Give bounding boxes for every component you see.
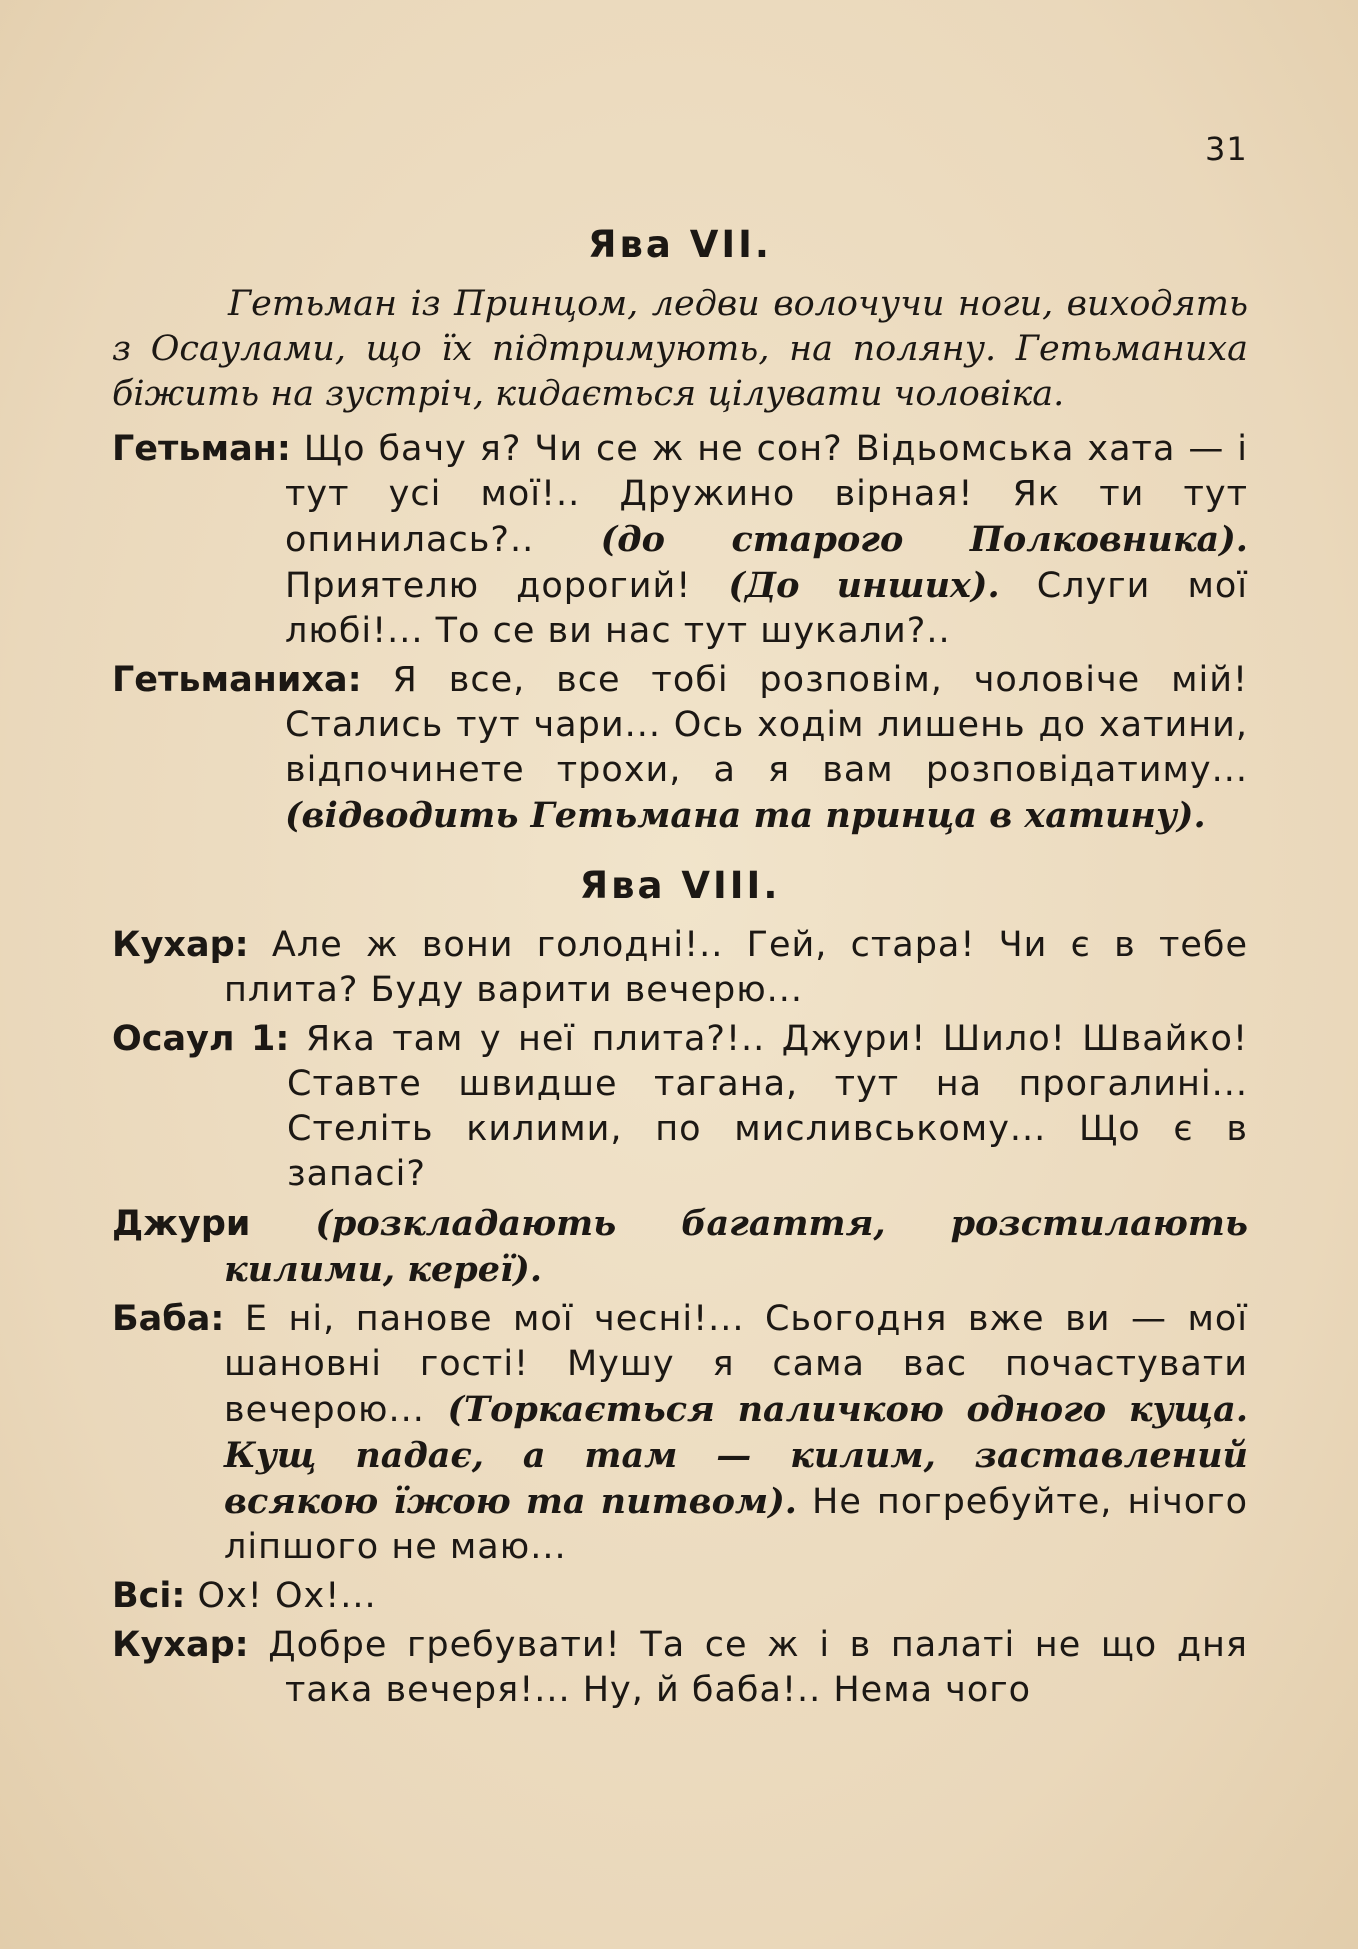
speech-text: Яка там у неї плита?!.. Джури! Шило! Швайко! Ставте швидше тагана, тут на прогалині... Стеліть килими, по мисливському... Що є в запасі? bbox=[287, 1019, 1248, 1194]
speaker-name: Гетьман: bbox=[112, 429, 291, 469]
scene-heading-8: Ява VIII. bbox=[579, 864, 781, 907]
speech-text: Але ж вони голодні!.. Гей, стара! Чи є в тебе плита? Буду варити вечерю... bbox=[224, 925, 1248, 1010]
inline-direction: (розкладають багаття, розстилають килими, кереї). bbox=[224, 1203, 1248, 1290]
speaker-name: Кухар: bbox=[112, 925, 249, 965]
speaker-name: Баба: bbox=[112, 1299, 225, 1339]
speech-osaul bbox=[112, 1017, 1248, 1197]
speech-text: Приятелю дорогий! bbox=[285, 566, 729, 606]
page-content bbox=[112, 220, 1248, 1717]
scene-heading-7: Ява VII. bbox=[588, 223, 772, 266]
inline-direction: (До инших). bbox=[728, 565, 1000, 606]
speech-hetmanykha bbox=[112, 658, 1248, 839]
stage-direction: Гетьман із Принцом, ледви волочучи ноги, виходять з Осаулами, що їх підтримують, на поляну. Гетьманиха біжить на зустріч, кидається цілувати чоловіка. bbox=[112, 284, 1248, 414]
speech-text: Не погребуйте, нічого ліпшого не маю... bbox=[224, 1482, 1248, 1567]
speech-dzhury bbox=[112, 1201, 1248, 1293]
speaker-name: Кухар: bbox=[112, 1625, 249, 1665]
speaker-name: Осаул 1: bbox=[112, 1019, 290, 1059]
speech-text: Я все, все тобі розповім, чоловіче мій! Стались тут чари... Ось ходім лишень до хатини, відпочинете трохи, а я вам розповідатиму... bbox=[285, 660, 1248, 790]
inline-direction: (відводить Гетьмана та принца в хатину). bbox=[285, 795, 1206, 836]
speech-kukhar-2 bbox=[112, 1623, 1248, 1713]
speech-kukhar bbox=[112, 923, 1248, 1013]
page-number: 31 bbox=[1205, 130, 1248, 168]
speaker-name: Всі: bbox=[112, 1576, 186, 1616]
inline-direction: (до старого Полковника). bbox=[600, 519, 1248, 560]
speaker-name: Гетьманиха: bbox=[112, 660, 362, 700]
inline-direction: (Торкається паличкою одного куща. Кущ падає, а там — килим, заставлений всякою їжою та питвом). bbox=[224, 1389, 1248, 1522]
speech-text: Що бачу я? Чи се ж не сон? Відьомська хата — і тут усі мої!.. Дружино вірная! Як ти тут опинилась?.. bbox=[285, 429, 1248, 560]
speech-vsi bbox=[112, 1574, 1248, 1619]
speech-hetman bbox=[112, 427, 1248, 654]
speech-text: Добре гребувати! Та се ж і в палаті не що дня така вечеря!... Ну, й баба!.. Нема чого bbox=[248, 1625, 1248, 1710]
speech-baba bbox=[112, 1297, 1248, 1570]
speech-text: Слуги мої любі!... То се ви нас тут шукали?.. bbox=[285, 566, 1249, 651]
speaker-name: Джури bbox=[112, 1204, 251, 1244]
speech-text: Ох! Ох!... bbox=[185, 1576, 377, 1616]
speech-text: Е ні, панове мої чесні!... Сьогодня вже ви — мої шановні гості! Мушу я сама вас почастувати вечерою... bbox=[224, 1299, 1248, 1430]
